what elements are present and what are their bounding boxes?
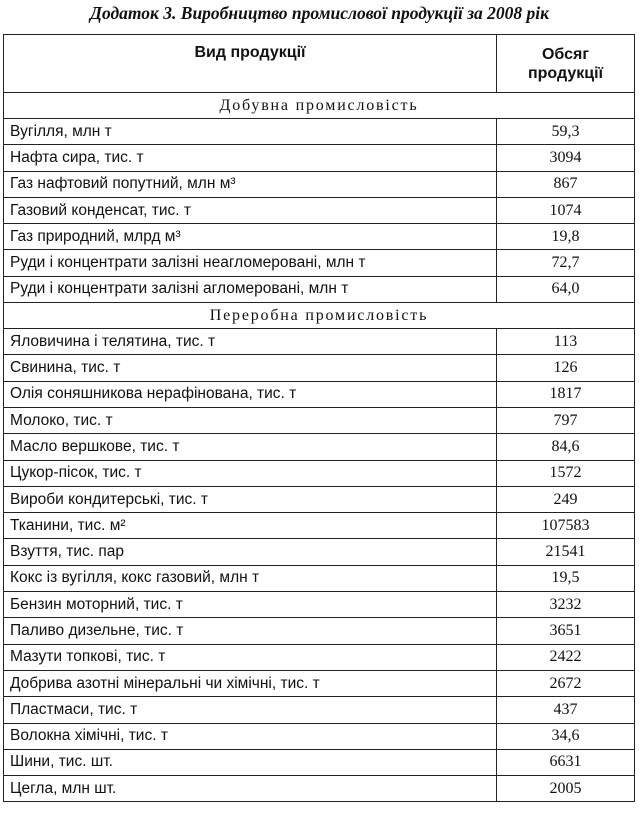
product-name-cell: Цегла, млн шт. (4, 776, 497, 802)
table-row (4, 565, 635, 591)
table-header-row (4, 35, 635, 93)
product-name-cell: Вироби кондитерські, тис. т (4, 486, 497, 512)
product-name-cell: Шини, тис. шт. (4, 749, 497, 775)
product-name-cell: Пластмаси, тис. т (4, 697, 497, 723)
product-name-cell: Яловичина і телятина, тис. т (4, 329, 497, 355)
section-header-row (4, 93, 635, 119)
table-row (4, 776, 635, 802)
table-body (4, 93, 635, 802)
table-row (4, 197, 635, 223)
table-row (4, 407, 635, 433)
volume-cell: 1817 (497, 381, 635, 407)
product-name-cell: Газ нафтовий попутний, млн м³ (4, 171, 497, 197)
volume-cell: 21541 (497, 539, 635, 565)
product-name-cell: Олія соняшникова нерафінована, тис. т (4, 381, 497, 407)
product-name-cell: Вугілля, млн т (4, 119, 497, 145)
table-row (4, 460, 635, 486)
volume-cell: 113 (497, 329, 635, 355)
volume-cell: 64,0 (497, 276, 635, 302)
product-name-cell: Бензин моторний, тис. т (4, 592, 497, 618)
volume-cell: 2422 (497, 644, 635, 670)
volume-cell: 2672 (497, 670, 635, 696)
product-name-cell: Мазути топкові, тис. т (4, 644, 497, 670)
product-name-cell: Молоко, тис. т (4, 407, 497, 433)
volume-cell: 6631 (497, 749, 635, 775)
volume-cell: 867 (497, 171, 635, 197)
table-row (4, 644, 635, 670)
table-row (4, 618, 635, 644)
table-row (4, 434, 635, 460)
product-name-cell: Взуття, тис. пар (4, 539, 497, 565)
table-row (4, 145, 635, 171)
volume-cell: 1572 (497, 460, 635, 486)
table-row (4, 250, 635, 276)
table-row (4, 670, 635, 696)
table-row (4, 697, 635, 723)
volume-cell: 3232 (497, 592, 635, 618)
section-title: Добувна промисловість (4, 93, 635, 119)
table-row (4, 749, 635, 775)
column-header-product-type: Вид продукції (4, 35, 497, 93)
product-name-cell: Газовий конденсат, тис. т (4, 197, 497, 223)
production-table (3, 34, 635, 802)
product-name-cell: Масло вершкове, тис. т (4, 434, 497, 460)
product-name-cell: Свинина, тис. т (4, 355, 497, 381)
section-title: Переробна промисловість (4, 303, 635, 329)
table-row (4, 119, 635, 145)
volume-cell: 3094 (497, 145, 635, 171)
product-name-cell: Волокна хімічні, тис. т (4, 723, 497, 749)
product-name-cell: Добрива азотні мінеральні чи хімічні, тис. т (4, 670, 497, 696)
column-header-volume: Обсяг продукції (497, 35, 635, 93)
table-row (4, 224, 635, 250)
volume-cell: 3651 (497, 618, 635, 644)
section-header-row (4, 303, 635, 329)
product-name-cell: Руди і концентрати залізні агломеровані, млн т (4, 276, 497, 302)
volume-cell: 437 (497, 697, 635, 723)
product-name-cell: Нафта сира, тис. т (4, 145, 497, 171)
table-row (4, 276, 635, 302)
volume-cell: 59,3 (497, 119, 635, 145)
volume-cell: 19,8 (497, 224, 635, 250)
table-row (4, 171, 635, 197)
table-row (4, 486, 635, 512)
product-name-cell: Кокс із вугілля, кокс газовий, млн т (4, 565, 497, 591)
product-name-cell: Цукор-пісок, тис. т (4, 460, 497, 486)
volume-cell: 1074 (497, 197, 635, 223)
volume-cell: 2005 (497, 776, 635, 802)
table-row (4, 592, 635, 618)
volume-cell: 72,7 (497, 250, 635, 276)
volume-cell: 84,6 (497, 434, 635, 460)
volume-cell: 126 (497, 355, 635, 381)
volume-cell: 249 (497, 486, 635, 512)
table-row (4, 539, 635, 565)
volume-cell: 107583 (497, 513, 635, 539)
table-row (4, 723, 635, 749)
volume-cell: 19,5 (497, 565, 635, 591)
table-row (4, 381, 635, 407)
product-name-cell: Газ природний, млрд м³ (4, 224, 497, 250)
product-name-cell: Паливо дизельне, тис. т (4, 618, 497, 644)
volume-cell: 34,6 (497, 723, 635, 749)
product-name-cell: Руди і концентрати залізні неагломеровані, млн т (4, 250, 497, 276)
volume-cell: 797 (497, 407, 635, 433)
table-row (4, 513, 635, 539)
table-row (4, 329, 635, 355)
table-caption: Додаток 3. Виробництво промислової продукції за 2008 рік (89, 3, 550, 23)
product-name-cell: Тканини, тис. м² (4, 513, 497, 539)
table-row (4, 355, 635, 381)
